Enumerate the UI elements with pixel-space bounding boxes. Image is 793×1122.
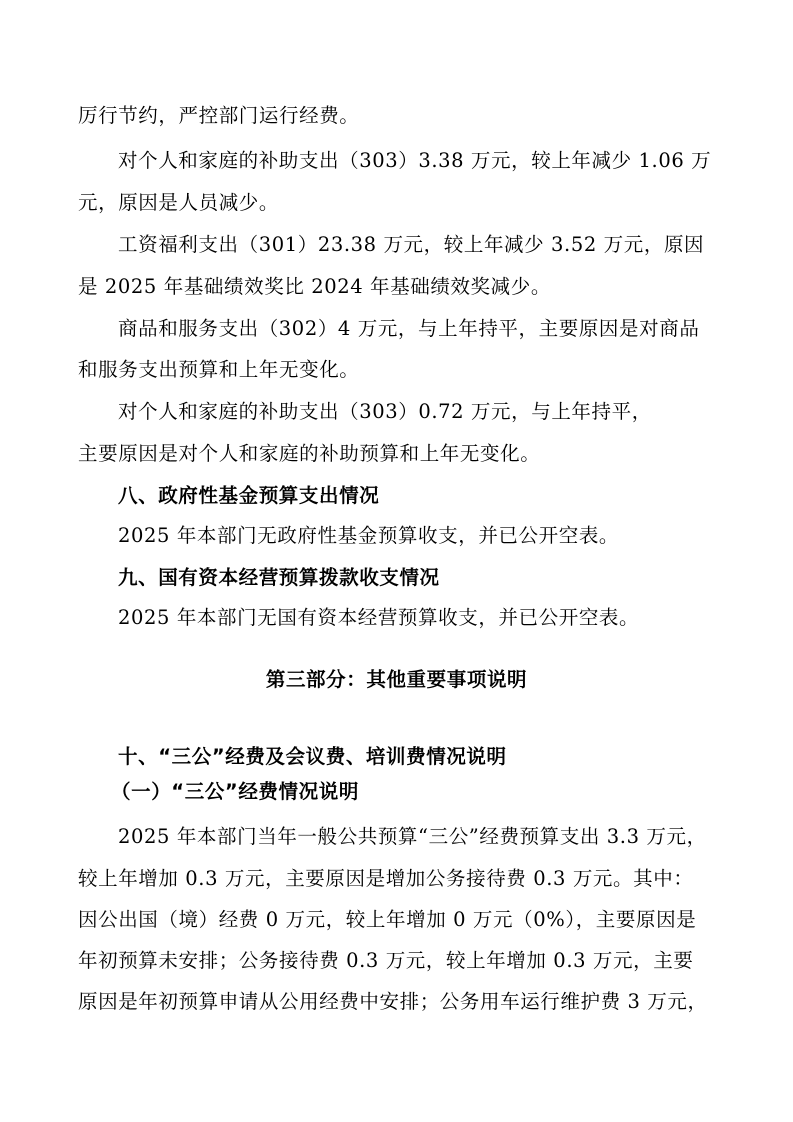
paragraph-line: 元，原因是人员减少。 bbox=[78, 191, 280, 214]
paragraph-line: 对个人和家庭的补助支出（303）0.72 万元，与上年持平， bbox=[118, 400, 652, 423]
paragraph-line: 因公出国（境）经费 0 万元，较上年增加 0 万元（0%），主要原因是 bbox=[78, 908, 697, 931]
paragraph-line: 对个人和家庭的补助支出（303）3.38 万元，较上年减少 1.06 万 bbox=[118, 149, 712, 172]
section-heading: 八、政府性基金预算支出情况 bbox=[118, 484, 380, 507]
part-title: 第三部分：其他重要事项说明 bbox=[265, 668, 528, 691]
paragraph-line: 商品和服务支出（302）4 万元，与上年持平，主要原因是对商品 bbox=[118, 317, 700, 340]
paragraph-line: 年初预算未安排；公务接待费 0.3 万元，较上年增加 0.3 万元，主要 bbox=[78, 949, 694, 972]
paragraph-line: 和服务支出预算和上年无变化。 bbox=[78, 358, 360, 381]
paragraph-line: 原因是年初预算申请从公用经费中安排；公务用车运行维护费 3 万元， bbox=[78, 990, 708, 1013]
paragraph-line: 主要原因是对个人和家庭的补助预算和上年无变化。 bbox=[78, 442, 541, 465]
section-heading: 十、“三公”经费及会议费、培训费情况说明 bbox=[118, 745, 507, 768]
paragraph-line: 2025 年本部门当年一般公共预算“三公”经费预算支出 3.3 万元， bbox=[118, 825, 707, 848]
section-heading: 九、国有资本经营预算拨款收支情况 bbox=[118, 566, 440, 589]
subsection-heading: （一）“三公”经费情况说明 bbox=[111, 780, 359, 803]
paragraph-line: 是 2025 年基础绩效奖比 2024 年基础绩效奖减少。 bbox=[78, 275, 551, 298]
paragraph-line: 2025 年本部门无国有资本经营预算收支，并已公开空表。 bbox=[118, 606, 640, 629]
paragraph-line: 2025 年本部门无政府性基金预算收支，并已公开空表。 bbox=[118, 524, 620, 547]
paragraph-line: 厉行节约，严控部门运行经费。 bbox=[78, 104, 360, 127]
paragraph-line: 工资福利支出（301）23.38 万元，较上年减少 3.52 万元，原因 bbox=[118, 233, 705, 256]
paragraph-line: 较上年增加 0.3 万元，主要原因是增加公务接待费 0.3 万元。其中： bbox=[78, 867, 694, 890]
